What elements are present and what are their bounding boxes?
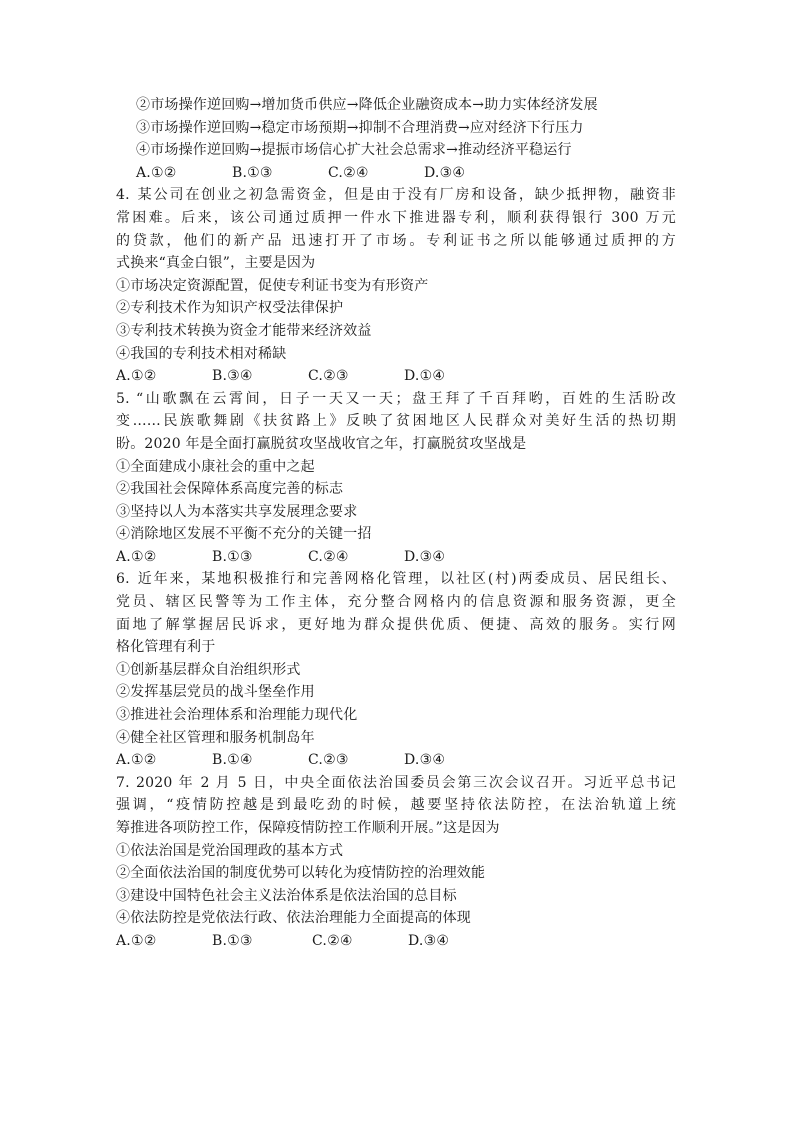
- option-line: ②我国社会保障体系高度完善的标志: [116, 481, 344, 498]
- option-line: ③推进社会治理体系和治理能力现代化: [116, 707, 358, 724]
- option-line: ③市场操作逆回购→稳定市场预期→抑制不合理消费→应对经济下行压力: [136, 119, 584, 136]
- document-body: [116, 94, 676, 953]
- option-line: ②专利技术作为知识产权受法律保护: [116, 300, 344, 317]
- option-line: ④健全社区管理和服务机制岛年: [116, 729, 315, 746]
- choice-b: B.①③: [212, 932, 253, 949]
- question-stem-line: 筹推进各项防控工作，保障疫情防控工作顺利开展。”这是因为: [116, 820, 500, 836]
- question-stem-line: 4. 某公司在创业之初急需资金，但是由于没有厂房和设备，缺少抵押物，融资非: [96, 184, 676, 207]
- answer-choices: [116, 546, 676, 569]
- question-5: [116, 388, 676, 569]
- option-line: ①创新基层群众自治组织形式: [116, 661, 301, 678]
- question-stem-line: 6. 近年来，某地积极推行和完善网格化管理，以社区(村)两委成员、居民组长、: [96, 568, 676, 591]
- question-number: 7.: [116, 774, 130, 791]
- question-stem-line: 强调，“疫情防控越是到最吃劲的时候，越要坚持依法防控，在法治轨道上统: [116, 797, 676, 814]
- choice-d: D.③④: [404, 548, 446, 565]
- question-stem-line: 变……民族歌舞剧《扶贫路上》反映了贫困地区人民群众对美好生活的热切期: [116, 413, 676, 430]
- question-4: [116, 184, 676, 387]
- choice-d: D.③④: [408, 932, 450, 949]
- choice-c: C.②④: [308, 548, 349, 565]
- option-line: ④消除地区发展不平衡不充分的关键一招: [116, 526, 372, 543]
- question-stem-line: 5. “山歌飘在云霄间，日子一天又一天；盘王拜了千百拜哟，百姓的生活盼改: [96, 388, 676, 411]
- choice-d: D.①④: [404, 368, 446, 385]
- option-line: ①全面建成小康社会的重中之起: [116, 458, 315, 475]
- answer-choices: [116, 365, 676, 388]
- option-line: ③专利技术转换为资金才能带来经济效益: [116, 322, 372, 339]
- answer-choices: [116, 749, 676, 772]
- question-number: 5.: [116, 390, 130, 407]
- choice-b: B.③④: [212, 368, 253, 385]
- question-7: [116, 772, 676, 953]
- answer-choices: [116, 162, 676, 185]
- question-stem-line: 党员、辖区民警等为工作主体，充分整合网格内的信息资源和服务资源，更全: [116, 594, 676, 611]
- choice-d: D.③④: [424, 164, 466, 181]
- choice-a: A.①②: [116, 752, 157, 769]
- question-stem-line: 格化管理有利于: [116, 639, 216, 656]
- question-stem-line: 7. 2020 年 2 月 5 日，中央全面依法治国委员会第三次会议召开。习近平总书记: [96, 772, 676, 795]
- choice-a: A.①②: [116, 932, 157, 949]
- choice-b: B.①④: [212, 752, 253, 769]
- option-line: ④市场操作逆回购→提振市场信心扩大社会总需求→推动经济平稳运行: [136, 142, 572, 159]
- question-6: [116, 568, 676, 771]
- question-number: 4.: [116, 187, 130, 204]
- choice-c: C.②④: [328, 164, 369, 181]
- option-line: ②全面依法治国的制度优势可以转化为疫情防控的治理效能: [116, 865, 486, 882]
- choice-b: B.①③: [212, 548, 253, 565]
- choice-c: C.②③: [308, 752, 349, 769]
- answer-choices: [116, 930, 676, 953]
- question-stem-line: 常困难。后来，该公司通过质押一件水下推进器专利，顺利获得银行 300 万元: [116, 209, 676, 226]
- choice-a: A.①②: [116, 368, 157, 385]
- option-line: ②市场操作逆回购→增加货币供应→降低企业融资成本→助力实体经济发展: [136, 97, 598, 113]
- option-line: ③建设中国特色社会主义法治体系是依法治国的总目标: [116, 887, 457, 904]
- choice-a: A.①②: [136, 164, 177, 181]
- question-number: 6.: [116, 571, 130, 588]
- option-line: ②发挥基层党员的战斗堡垒作用: [116, 684, 315, 701]
- choice-b: B.①③: [232, 164, 273, 181]
- choice-a: A.①②: [116, 548, 157, 565]
- option-line: ④我国的专利技术相对稀缺: [116, 345, 287, 362]
- option-line: ③坚持以人为本落实共享发展理念要求: [116, 503, 358, 520]
- choice-c: C.②③: [308, 368, 349, 385]
- option-line: ④依法防控是党依法行政、依法治理能力全面提高的体现: [116, 910, 471, 927]
- question-stem-line: 式换来“真金白银”，主要是因为: [116, 255, 316, 272]
- option-line: ①依法治国是党治国理政的基本方式: [116, 842, 344, 859]
- question-stem-line: 面地了解掌握居民诉求，更好地为群众提供优质、便捷、高效的服务。实行网: [116, 616, 676, 633]
- question-stem-line: 盼。2020 年是全面打赢脱贫攻坚战收官之年，打赢脱贫攻坚战是: [116, 435, 527, 452]
- question-stem-line: 的贷款，他们的新产品 迅速打开了市场。专利证书之所以能够通过质押的方: [116, 232, 676, 249]
- choice-c: C.②④: [312, 932, 353, 949]
- option-line: ①市场决定资源配置，促使专利证书变为有形资产: [116, 277, 429, 294]
- choice-d: D.③④: [404, 752, 446, 769]
- question-3-tail: [116, 94, 676, 184]
